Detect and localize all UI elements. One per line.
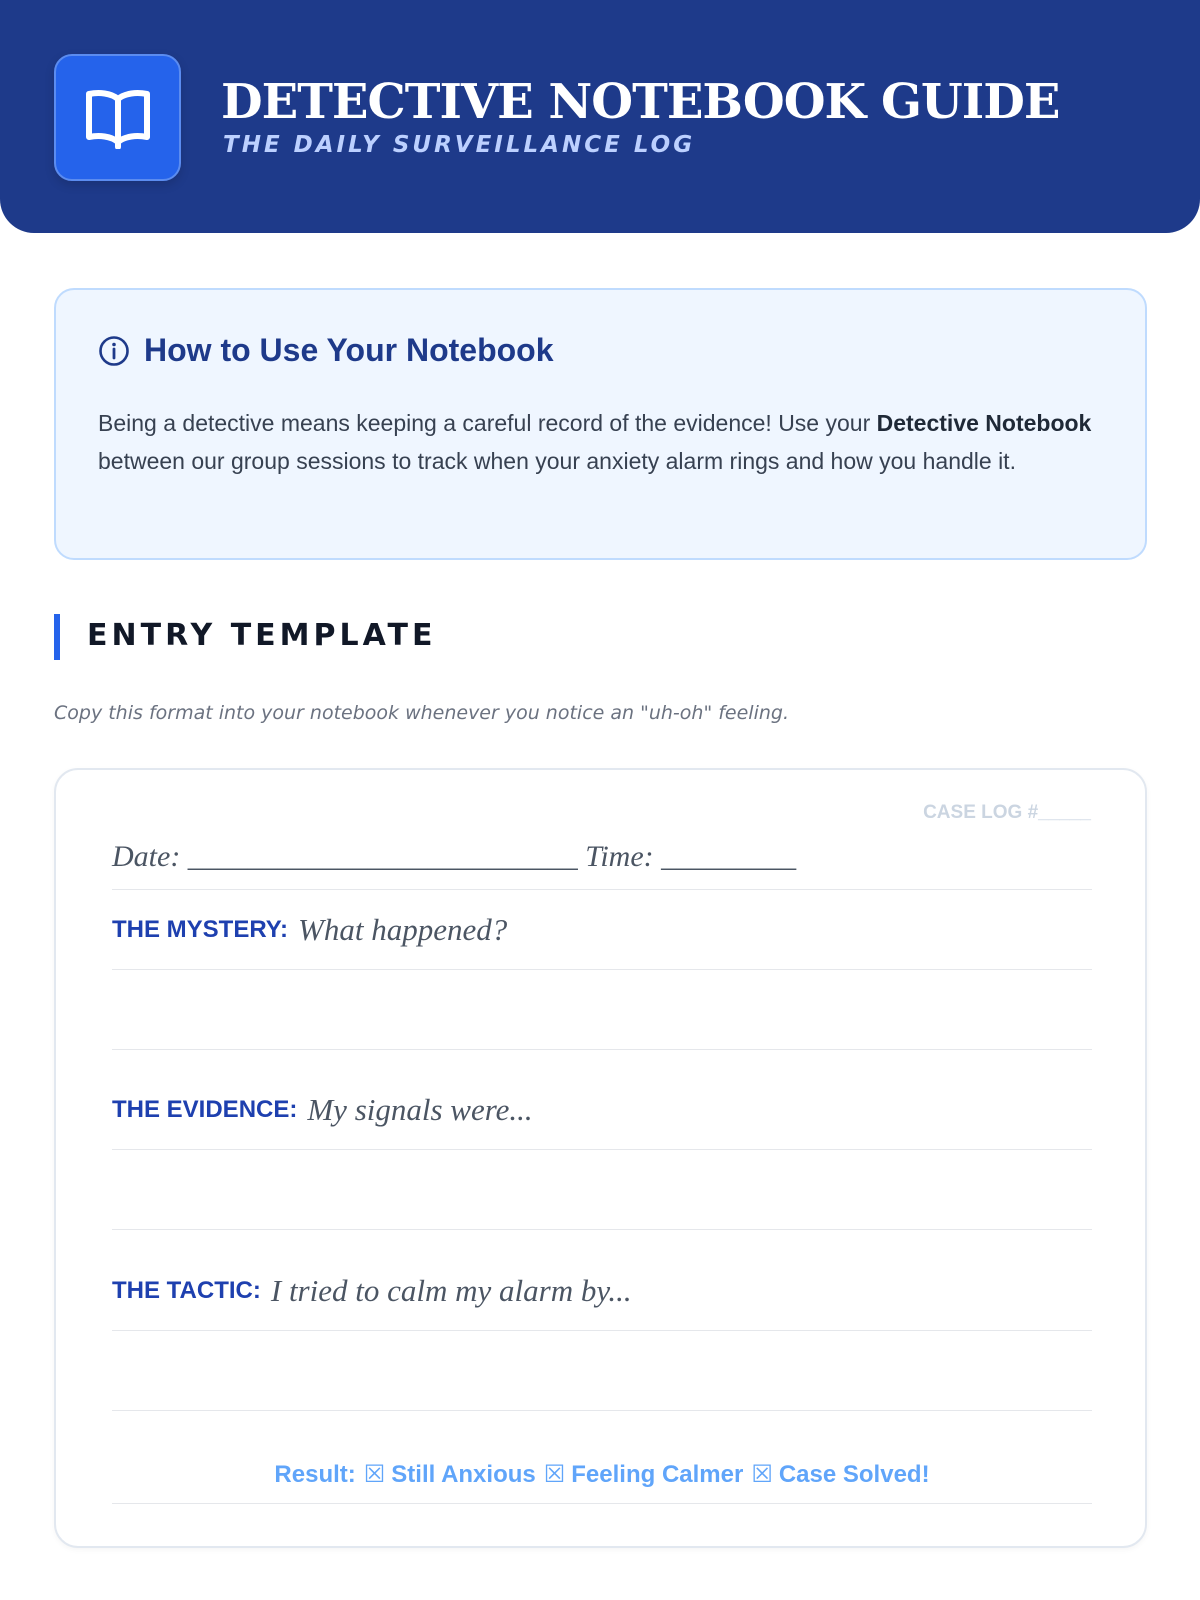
checkbox-icon[interactable]: ☒ xyxy=(751,1461,773,1488)
info-text-bold: Detective Notebook xyxy=(876,410,1092,436)
how-to-use-card xyxy=(54,288,1147,560)
entry-evidence xyxy=(112,1070,1092,1150)
page-title: DETECTIVE NOTEBOOK GUIDE xyxy=(221,74,1060,130)
info-text-part: between our group sessions to track when your anxiety alarm rings and how you handle it. xyxy=(98,448,1016,474)
case-log-number: CASE LOG #_____ xyxy=(923,802,1091,823)
entry-tactic xyxy=(112,1251,1092,1331)
result-line xyxy=(112,1460,1092,1504)
result-option: Feeling Calmer xyxy=(571,1461,744,1488)
date-time-line: Date: __________________________ Time: _________ xyxy=(112,840,1092,890)
entry-label: THE MYSTERY: xyxy=(112,915,289,943)
logo-badge xyxy=(54,54,181,181)
entry-label: THE EVIDENCE: xyxy=(112,1095,298,1123)
page-subtitle: THE DAILY SURVEILLANCE LOG xyxy=(223,132,696,158)
entry-prompt: I tried to calm my alarm by... xyxy=(270,1272,632,1308)
info-card-header xyxy=(98,332,554,369)
checkbox-icon[interactable]: ☒ xyxy=(363,1461,386,1488)
entry-prompt: What happened? xyxy=(298,911,508,947)
page-header xyxy=(0,0,1200,233)
open-book-icon xyxy=(85,87,151,149)
section-heading: ENTRY TEMPLATE xyxy=(87,618,437,653)
result-option: Still Anxious xyxy=(391,1461,536,1488)
writing-line xyxy=(112,1150,1092,1230)
entry-mystery xyxy=(112,890,1092,970)
writing-line xyxy=(112,970,1092,1050)
entry-prompt: My signals were... xyxy=(307,1091,533,1127)
info-card-title: How to Use Your Notebook xyxy=(144,332,554,368)
result-option: Case Solved! xyxy=(778,1461,930,1488)
entry-template-card xyxy=(54,768,1147,1548)
checkbox-icon[interactable]: ☒ xyxy=(543,1461,566,1488)
entry-label: THE TACTIC: xyxy=(112,1276,261,1304)
writing-line xyxy=(112,1331,1092,1411)
section-accent-bar xyxy=(54,614,60,660)
info-circle-icon xyxy=(98,335,130,367)
section-note: Copy this format into your notebook whenever you notice an "uh-oh" feeling. xyxy=(54,702,789,724)
info-text-part: Being a detective means keeping a careful record of the evidence! Use your xyxy=(98,410,877,436)
info-card-text xyxy=(98,404,1108,480)
result-label: Result: xyxy=(274,1461,356,1488)
